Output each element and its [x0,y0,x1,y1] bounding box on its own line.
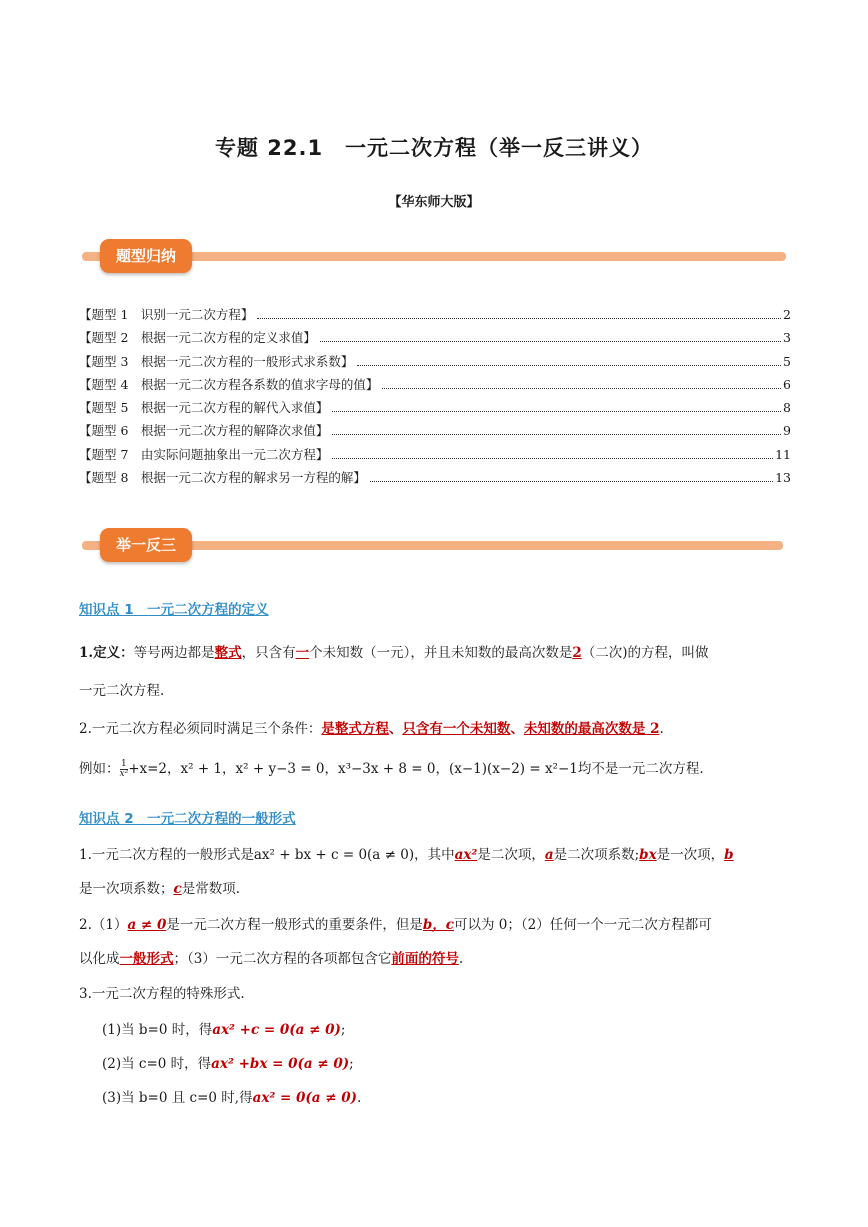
knowledge-point-heading: 知识点 1 一元二次方程的定义 [79,602,269,618]
toc-item[interactable]: 【题型 1 识别一元二次方程】 2 [79,307,791,322]
toc-item[interactable]: 【题型 8 根据一元二次方程的解求另一方程的解】 13 [79,470,791,486]
knowledge-point-heading: 知识点 2 一元二次方程的一般形式 [79,811,296,827]
general-form-paragraph: 1.一元二次方程的一般形式是ax² + bx + c = 0(a ≠ 0)，其中ax²是二次项，a是二次项系数;bx是一次项，b [79,847,734,863]
definition-paragraph-cont: 一元二次方程. [79,683,165,699]
fraction: $\frac{1}{\text{x²}}$ [119,759,129,779]
special-forms-heading: 3.一元二次方程的特殊形式. [79,986,245,1002]
special-form-3: (3)当 b=0 且 c=0 时,得ax² = 0(a ≠ 0). [102,1090,362,1106]
conditions-paragraph: 2.一元二次方程必须同时满足三个条件：是整式方程、只含有一个未知数、未知数的最高次数是 2. [79,721,664,737]
edition-label: 【华东师大版】 [388,195,480,210]
table-of-contents [79,305,791,491]
definition-paragraph: 1.定义：等号两边都是整式，只含有一个未知数（一元），并且未知数的最高次数是2（二次)的方程，叫做 [79,645,709,661]
special-form-1: (1)当 b=0 时，得ax² +c = 0(a ≠ 0); [102,1022,346,1038]
toc-item[interactable]: 【题型 3 根据一元二次方程的一般形式求系数】 5 [79,353,791,369]
example-paragraph: 例如： $\frac{1}{\text{x²}}$ +x=2，x² + 1，x² + y−3 = 0，x³−3x + 8 = 0，(x−1)(x−2) = x²−1均不是一元二次方程. [79,759,704,779]
toc-item[interactable]: 【题型 4 根据一元二次方程各系数的值求字母的值】 6 [79,376,791,392]
general-form-paragraph-cont: 是一次项系数；c是常数项. [79,881,241,897]
toc-item[interactable]: 【题型 6 根据一元二次方程的解降次求值】 9 [79,423,791,439]
toc-item[interactable]: 【题型 7 由实际问题抽象出一元二次方程】 11 [79,446,791,462]
section-badge-practice: 举一反三 [100,528,192,562]
conditions-paragraph-2-cont: 以化成一般形式；（3）一元二次方程的各项都包含它前面的符号. [79,951,464,967]
conditions-paragraph-2: 2.（1）a ≠ 0是一元二次方程一般形式的重要条件，但是b，c可以为 0；（2）任何一个一元二次方程都可 [79,917,712,933]
toc-item[interactable]: 【题型 5 根据一元二次方程的解代入求值】 8 [79,400,791,416]
special-form-2: (2)当 c=0 时，得ax² +bx = 0(a ≠ 0); [102,1056,354,1072]
page-title: 专题 22.1 一元二次方程（举一反三讲义） [214,136,654,160]
toc-item[interactable]: 【题型 2 根据一元二次方程的定义求值】 3 [79,330,791,346]
section-badge-types: 题型归纳 [100,239,192,273]
